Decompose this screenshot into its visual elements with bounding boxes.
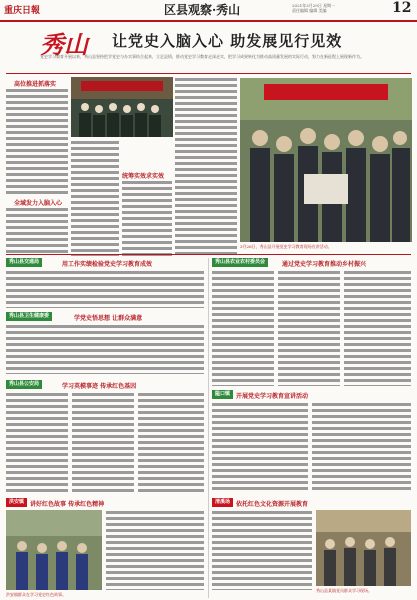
section-6-text-b	[312, 402, 411, 492]
left-column-text-2	[6, 207, 68, 255]
middle-left-text	[71, 140, 119, 256]
bottom-photo-caption: 洪安镇群众在学习党史红色故事。	[6, 592, 66, 597]
section-6-title: 开展党史学习教育宣讲活动	[236, 393, 309, 400]
left-column-title: 高位推进抓落实	[14, 81, 57, 88]
banner-intro: 党史学习教育开展以来，秀山县坚持把学党史与办实事结合起来，立足县情，推动党史学习教育走深走实，把学习成果转化为推动高质量发展的实际行动，努力在新征程上展现新作为。	[40, 54, 364, 59]
section-2-text	[6, 324, 204, 374]
section-5-title: 通过党史学习教育推动乡村振兴	[282, 261, 367, 268]
meta-date: 2021年3月29日 星期一	[292, 3, 336, 8]
section-3-text-b	[72, 392, 134, 492]
section-5-text-c	[344, 270, 411, 386]
page-number: 12	[392, 0, 412, 16]
section-3-tag: 秀山县公安局	[6, 380, 42, 389]
center-column-text	[175, 77, 237, 255]
section-3-title: 学习英模事迹 传承红色基因	[62, 383, 137, 390]
meta-editors: 责任编辑 编辑 美编	[292, 8, 327, 13]
mid-divider	[6, 254, 411, 255]
section-5-text-b	[278, 270, 340, 386]
section-3-text-a	[6, 392, 68, 492]
red-story-photo	[6, 510, 102, 590]
banner-headline: 让党史入脑入心 助发展见行见效	[112, 32, 343, 50]
left-column-subtitle: 全域发力入脑入心	[14, 200, 63, 207]
section-1-title: 用工作实绩检验党史学习教育成效	[62, 261, 153, 268]
section-4-title: 讲好红色故事 传承红色精神	[30, 501, 105, 508]
section-6-text-a	[212, 402, 308, 492]
section-4-text	[106, 510, 204, 590]
masthead	[0, 0, 417, 22]
section-7-text	[212, 510, 312, 590]
section-5-text-a	[212, 270, 274, 386]
middle-right-text	[122, 180, 172, 256]
middle-column-title: 统筹实效求实效	[122, 173, 165, 180]
section-7-title: 依托红色文化资源开展教育	[236, 501, 309, 508]
section-4-tag: 洪安镇	[6, 498, 27, 507]
section-2-title: 学党史悟思想 让群众满意	[74, 315, 143, 322]
village-photo	[316, 510, 411, 586]
section-6-tag: 隘口镇	[212, 390, 233, 399]
section-7-tag: 清溪场	[212, 498, 233, 507]
column-divider	[208, 258, 209, 598]
section-1-text	[6, 270, 204, 308]
section-2-tag: 秀山县卫生健康委	[6, 312, 52, 321]
meeting-photo	[71, 77, 173, 137]
top-photo-caption: 3月26日，秀山县开展党史学习教育现场宣讲活动。	[240, 244, 332, 249]
banner-logo: 秀山	[40, 30, 88, 59]
paper-name: 重庆日報	[4, 6, 41, 16]
masthead-meta	[292, 3, 387, 13]
event-photo	[240, 78, 412, 242]
section-1-tag: 秀山县交通局	[6, 258, 42, 267]
section-title: 区县观察·秀山	[164, 3, 241, 17]
bottom-right-caption: 秀山县某镇党员群众学习现场。	[316, 588, 372, 593]
banner-divider	[6, 73, 411, 74]
section-3-text-c	[138, 392, 204, 492]
left-column-text-1	[6, 88, 68, 196]
section-5-tag: 秀山县农业农村委员会	[212, 258, 268, 267]
